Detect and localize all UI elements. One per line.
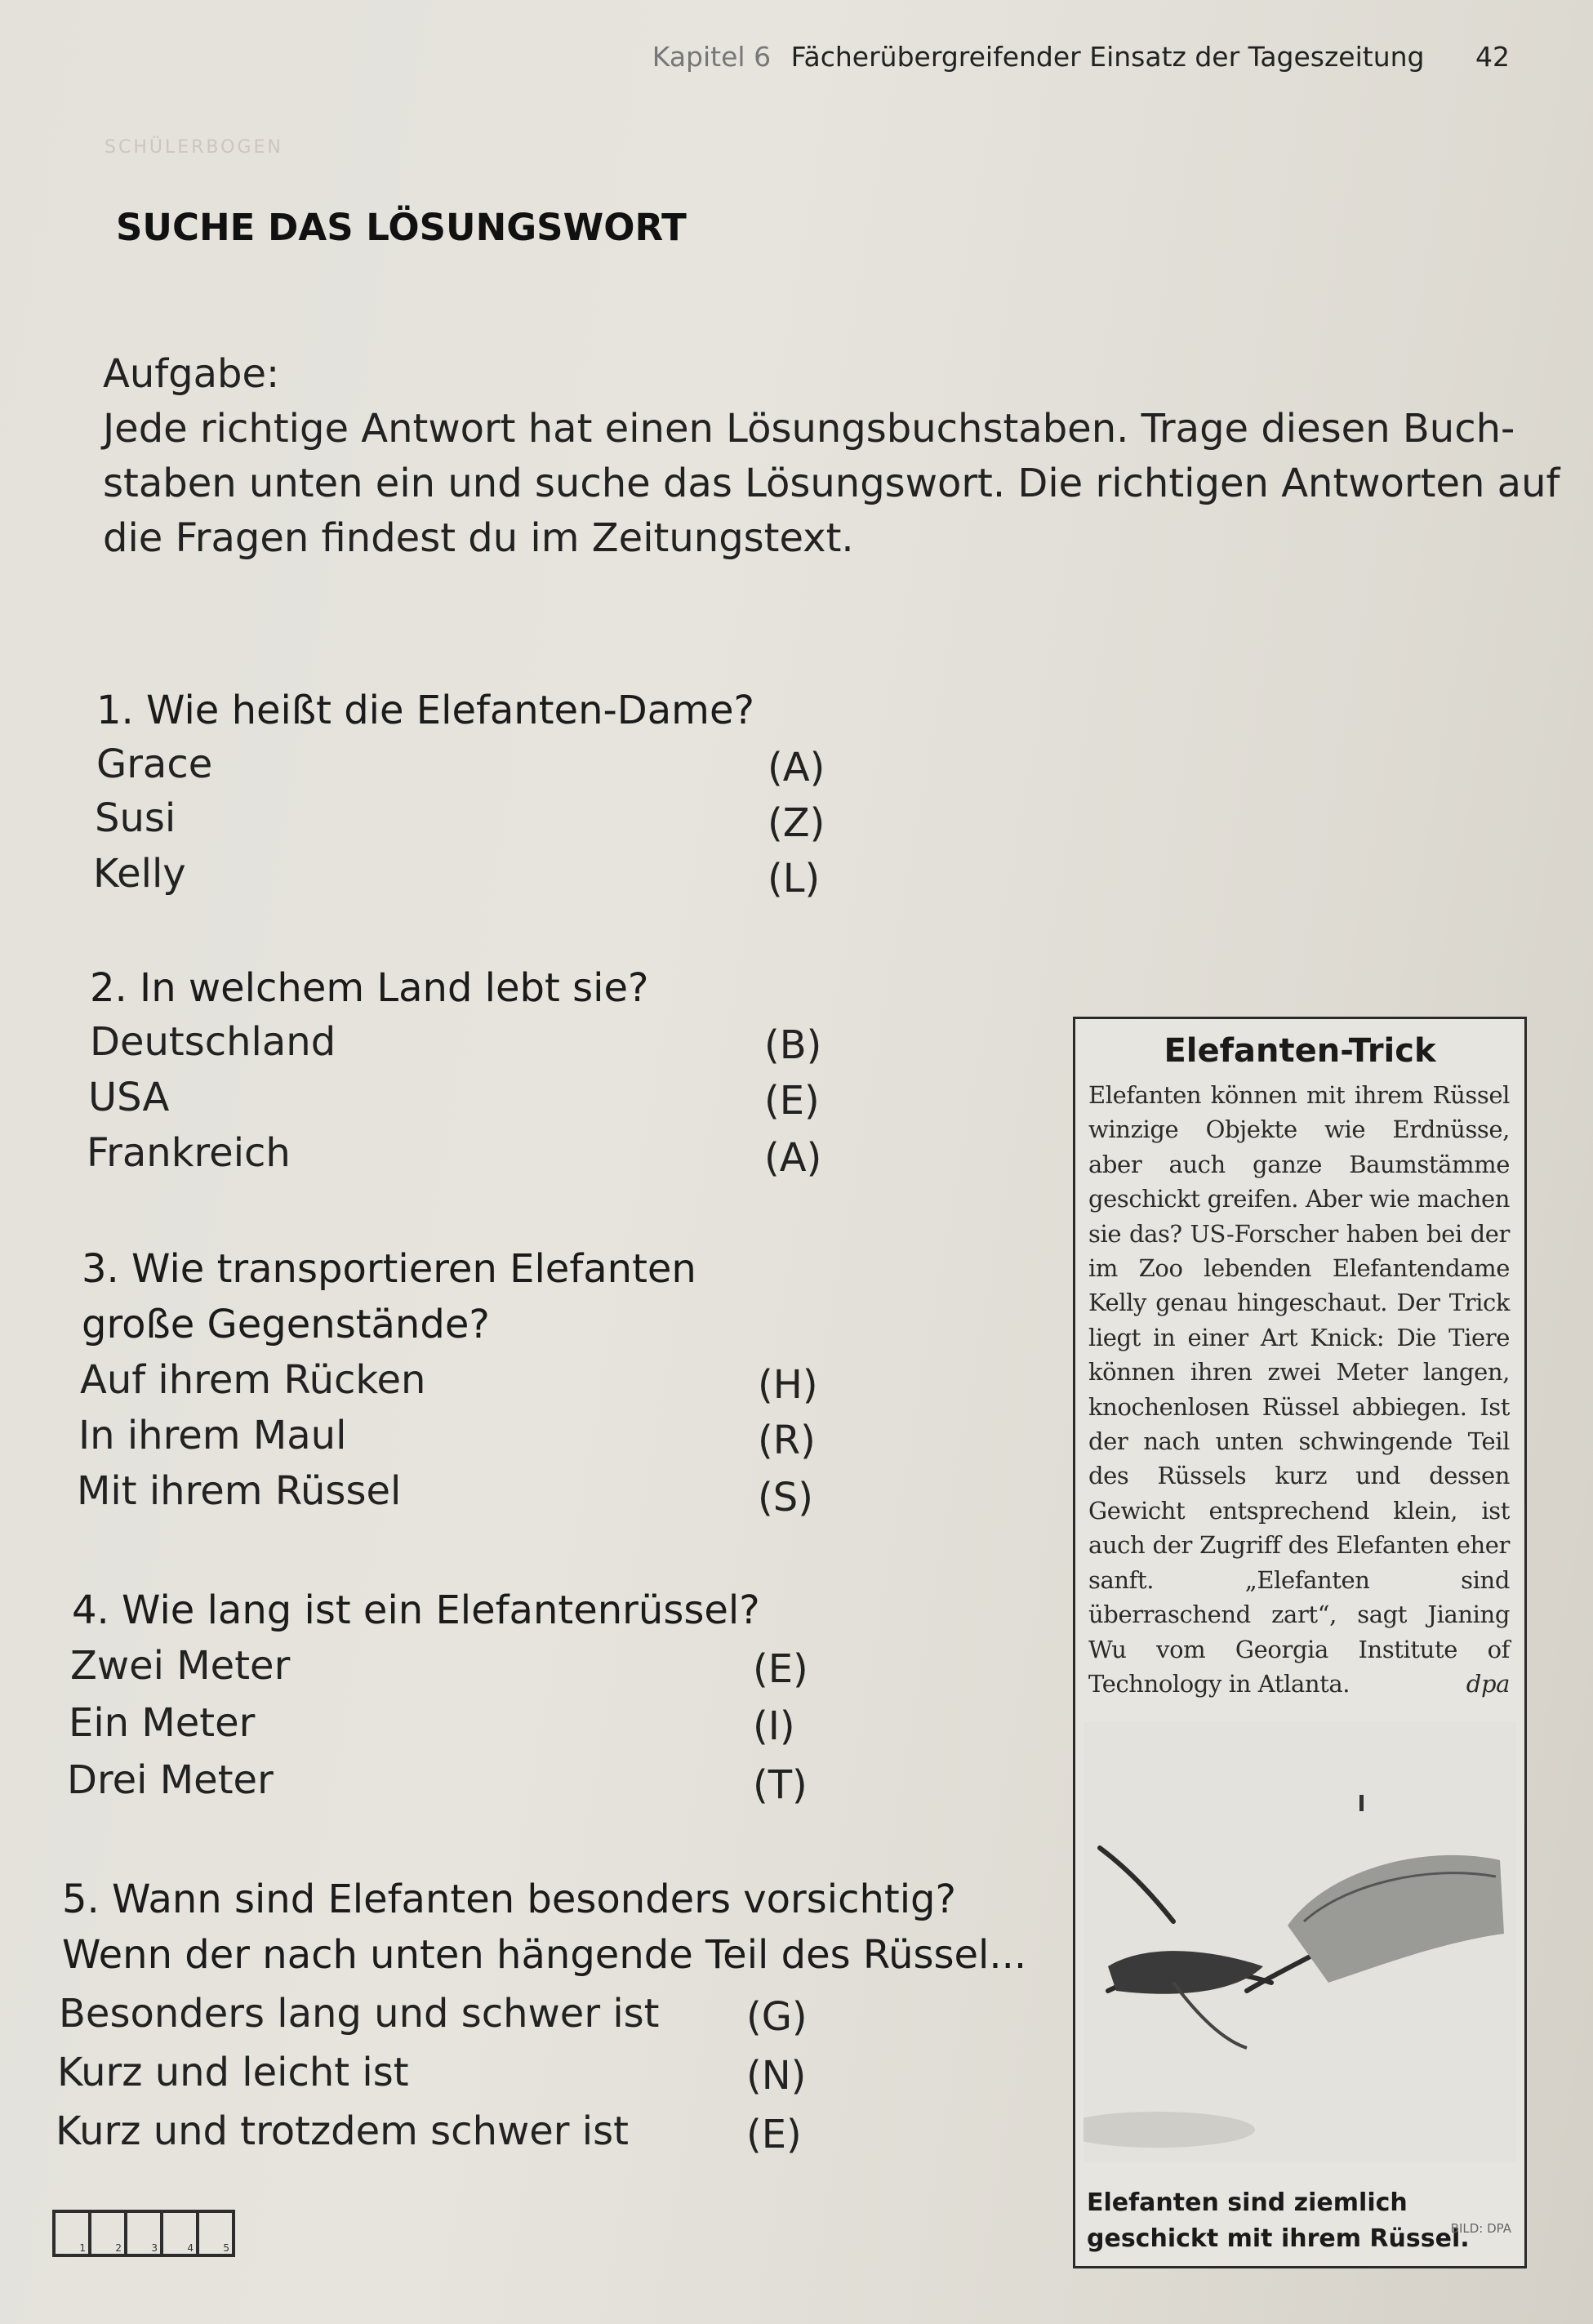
question-5-option-b: Kurz und leicht ist <box>57 2050 409 2095</box>
task-line: staben unten ein und suche das Lösungswort. Die richtigen Antworten auf <box>103 461 1560 506</box>
question-2-letter-b: (E) <box>764 1078 820 1124</box>
question-3-line: große Gegenstände? <box>82 1302 490 1347</box>
question-4-letter-b: (I) <box>753 1703 795 1749</box>
question-1-letter-a: (A) <box>768 745 825 790</box>
answer-box[interactable]: 5 <box>196 2210 235 2257</box>
question-4: 4. Wie lang ist ein Elefantenrüssel? <box>72 1587 760 1633</box>
question-3-letter-c: (S) <box>758 1475 813 1520</box>
photo-caption: Elefanten sind ziemlich geschickt mit ihrem Rüssel. <box>1087 2188 1470 2253</box>
question-2-option-a: Deutschland <box>90 1019 336 1065</box>
answer-box[interactable]: 2 <box>88 2210 127 2257</box>
question-1-letter-b: (Z) <box>768 800 825 846</box>
question-1: 1. Wie heißt die Elefanten-Dame? <box>96 688 754 733</box>
question-5-letter-c: (E) <box>746 2112 802 2157</box>
question-3-option-c: Mit ihrem Rüssel <box>77 1468 402 1514</box>
page-number: 42 <box>1475 41 1510 73</box>
question-1-option-b: Susi <box>95 795 176 841</box>
answer-box[interactable]: 1 <box>52 2210 91 2257</box>
question-4-option-b: Ein Meter <box>69 1700 256 1746</box>
question-2-letter-a: (B) <box>764 1022 822 1068</box>
question-2-option-b: USA <box>88 1075 170 1120</box>
question-1-option-a: Grace <box>96 741 213 787</box>
question-3 <box>82 1241 696 1352</box>
question-3-letter-b: (R) <box>758 1418 816 1463</box>
elephant-trunk-photo <box>1084 1721 1516 2162</box>
question-5-letter-a: (G) <box>746 1994 808 2040</box>
question-5 <box>62 1872 1026 1983</box>
question-1-letter-c: (L) <box>768 856 821 902</box>
question-5-line: 5. Wann sind Elefanten besonders vorsichtig? <box>62 1877 956 1922</box>
article-source: dpa <box>1466 1669 1510 1698</box>
question-3-letter-a: (H) <box>758 1362 818 1408</box>
running-head <box>652 41 1510 73</box>
question-1-option-c: Kelly <box>93 851 186 897</box>
question-5-option-a: Besonders lang und schwer ist <box>59 1991 660 2037</box>
article-body <box>1088 1078 1510 1701</box>
question-2: 2. In welchem Land lebt sie? <box>90 965 649 1011</box>
article-title: Elefanten-Trick <box>1164 1032 1436 1070</box>
question-3-line: 3. Wie transportieren Elefanten <box>82 1246 696 1292</box>
question-5-letter-b: (N) <box>746 2053 807 2099</box>
photo-credit: BILD: DPA <box>1450 2221 1511 2236</box>
chapter-label: Kapitel 6 <box>652 41 772 73</box>
question-2-option-c: Frankreich <box>87 1130 291 1176</box>
question-4-letter-a: (E) <box>753 1646 808 1692</box>
question-4-option-c: Drei Meter <box>67 1757 274 1803</box>
page-title: SUCHE DAS LÖSUNGSWORT <box>116 206 687 249</box>
task-heading: Aufgabe: <box>103 351 280 397</box>
answer-box[interactable]: 3 <box>124 2210 163 2257</box>
question-2-letter-c: (A) <box>764 1135 822 1181</box>
task-line: Jede richtige Antwort hat einen Lösungsbuchstaben. Trage diesen Buch- <box>103 406 1515 452</box>
chapter-title: Fächerübergreifender Einsatz der Tageszeitung <box>790 41 1425 73</box>
answer-box[interactable]: 4 <box>160 2210 199 2257</box>
solution-word-boxes <box>52 2210 232 2257</box>
article-text: Elefanten können mit ihrem Rüssel winzige Objekte wie Erdnüsse, aber auch ganze Baumstämme geschickt greifen. Aber wie machen sie das? US-Forscher haben bei der im Zoo lebenden Elefantendame Kelly genau hingeschaut. Der Trick liegt in einer Art Knick: Die Tiere können ihren zwei Meter langen, knochenlosen Rüssel abbiegen. Ist der nach unten schwingende Teil des Rüssels kurz und dessen Gewicht entsprechend klein, ist auch der Zugriff des Elefanten eher sanft. „Elefanten sind überraschend zart“, sagt Jianing Wu vom Georgia Institute of Technology in Atlanta. <box>1088 1081 1510 1698</box>
question-5-line: Wenn der nach unten hängende Teil des Rüssel... <box>62 1932 1027 1978</box>
question-4-option-a: Zwei Meter <box>70 1643 291 1689</box>
question-3-option-a: Auf ihrem Rücken <box>80 1357 426 1403</box>
newspaper-article <box>1073 1017 1527 2268</box>
section-label: SCHÜLERBOGEN <box>105 137 283 158</box>
question-4-letter-c: (T) <box>753 1762 808 1808</box>
task-instructions <box>103 347 1560 566</box>
question-5-option-c: Kurz und trotzdem schwer ist <box>56 2108 629 2154</box>
task-line: die Fragen findest du im Zeitungstext. <box>103 515 854 561</box>
question-3-option-b: In ihrem Maul <box>78 1413 347 1458</box>
